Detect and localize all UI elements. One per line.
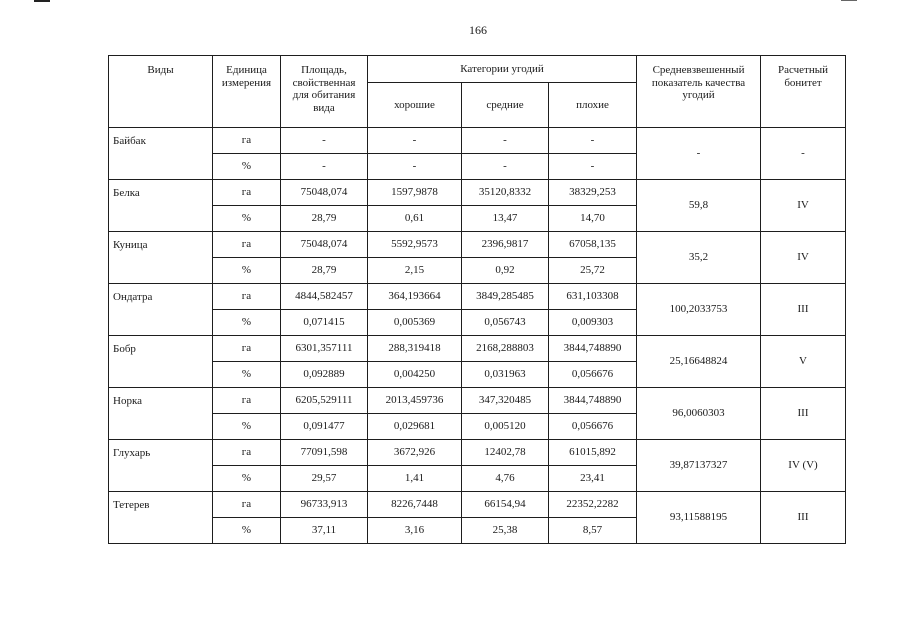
header-area: Площадь, свойственная для обитания вида (281, 56, 368, 128)
area-percent-cell: - (281, 154, 368, 180)
bonitet-cell: III (761, 284, 846, 336)
medium-ha-cell: 66154,94 (462, 492, 549, 518)
unit-ha-cell: га (213, 180, 281, 206)
bonitet-cell: V (761, 336, 846, 388)
poor-percent-cell: 14,70 (549, 206, 637, 232)
medium-percent-cell: 0,005120 (462, 414, 549, 440)
table-header-row (109, 56, 846, 83)
good-percent-cell: 0,004250 (368, 362, 462, 388)
quality-index-cell: 39,87137327 (637, 440, 761, 492)
species-name-cell: Бобр (109, 336, 213, 388)
poor-percent-cell: - (549, 154, 637, 180)
good-ha-cell: 8226,7448 (368, 492, 462, 518)
medium-percent-cell: - (462, 154, 549, 180)
medium-ha-cell: 2168,288803 (462, 336, 549, 362)
table-row (109, 128, 846, 154)
bonitet-cell: III (761, 388, 846, 440)
bonitet-cell: IV (761, 232, 846, 284)
medium-ha-cell: 347,320485 (462, 388, 549, 414)
poor-ha-cell: 67058,135 (549, 232, 637, 258)
bonitet-cell: III (761, 492, 846, 544)
header-bonitet: Расчетный бонитет (761, 56, 846, 128)
medium-percent-cell: 0,056743 (462, 310, 549, 336)
unit-ha-cell: га (213, 440, 281, 466)
poor-percent-cell: 0,056676 (549, 362, 637, 388)
table-row (109, 492, 846, 518)
area-percent-cell: 29,57 (281, 466, 368, 492)
good-percent-cell: 0,029681 (368, 414, 462, 440)
quality-index-cell: 100,2033753 (637, 284, 761, 336)
area-ha-cell: 6205,529111 (281, 388, 368, 414)
table-row (109, 336, 846, 362)
area-percent-cell: 28,79 (281, 206, 368, 232)
table-row (109, 388, 846, 414)
poor-percent-cell: 0,056676 (549, 414, 637, 440)
header-category-good: хорошие (368, 83, 462, 128)
quality-index-cell: 35,2 (637, 232, 761, 284)
header-unit: Единица измерения (213, 56, 281, 128)
species-quality-table-container (108, 55, 845, 544)
bonitet-cell: IV (V) (761, 440, 846, 492)
area-percent-cell: 0,071415 (281, 310, 368, 336)
poor-percent-cell: 8,57 (549, 518, 637, 544)
species-name-cell: Глухарь (109, 440, 213, 492)
good-ha-cell: 364,193664 (368, 284, 462, 310)
unit-percent-cell: % (213, 414, 281, 440)
species-name-cell: Тетерев (109, 492, 213, 544)
good-ha-cell: 5592,9573 (368, 232, 462, 258)
poor-ha-cell: 22352,2282 (549, 492, 637, 518)
species-name-cell: Ондатра (109, 284, 213, 336)
area-ha-cell: 75048,074 (281, 180, 368, 206)
area-ha-cell: - (281, 128, 368, 154)
poor-percent-cell: 23,41 (549, 466, 637, 492)
scan-corner-mark-left (34, 0, 50, 2)
medium-percent-cell: 0,031963 (462, 362, 549, 388)
medium-ha-cell: 35120,8332 (462, 180, 549, 206)
header-category-poor: плохие (549, 83, 637, 128)
medium-percent-cell: 13,47 (462, 206, 549, 232)
good-percent-cell: 2,15 (368, 258, 462, 284)
good-ha-cell: 2013,459736 (368, 388, 462, 414)
table-row (109, 180, 846, 206)
good-percent-cell: 1,41 (368, 466, 462, 492)
poor-ha-cell: 38329,253 (549, 180, 637, 206)
medium-ha-cell: 3849,285485 (462, 284, 549, 310)
poor-ha-cell: 631,103308 (549, 284, 637, 310)
unit-ha-cell: га (213, 232, 281, 258)
species-name-cell: Белка (109, 180, 213, 232)
poor-percent-cell: 25,72 (549, 258, 637, 284)
species-name-cell: Норка (109, 388, 213, 440)
medium-percent-cell: 25,38 (462, 518, 549, 544)
bonitet-cell: - (761, 128, 846, 180)
header-category-medium: средние (462, 83, 549, 128)
unit-percent-cell: % (213, 258, 281, 284)
header-species: Виды (109, 56, 213, 128)
area-ha-cell: 77091,598 (281, 440, 368, 466)
quality-index-cell: - (637, 128, 761, 180)
good-ha-cell: 3672,926 (368, 440, 462, 466)
medium-ha-cell: 12402,78 (462, 440, 549, 466)
poor-ha-cell: 61015,892 (549, 440, 637, 466)
good-percent-cell: 3,16 (368, 518, 462, 544)
species-name-cell: Куница (109, 232, 213, 284)
table-row (109, 232, 846, 258)
unit-percent-cell: % (213, 310, 281, 336)
scan-corner-mark-right (841, 0, 857, 1)
area-ha-cell: 6301,357111 (281, 336, 368, 362)
medium-ha-cell: - (462, 128, 549, 154)
quality-index-cell: 96,0060303 (637, 388, 761, 440)
area-ha-cell: 75048,074 (281, 232, 368, 258)
species-quality-table (108, 55, 846, 544)
table-row (109, 440, 846, 466)
area-ha-cell: 4844,582457 (281, 284, 368, 310)
table-row (109, 284, 846, 310)
species-name-cell: Байбак (109, 128, 213, 180)
area-percent-cell: 0,092889 (281, 362, 368, 388)
header-categories: Категории угодий (368, 56, 637, 83)
unit-ha-cell: га (213, 336, 281, 362)
poor-ha-cell: - (549, 128, 637, 154)
good-percent-cell: 0,005369 (368, 310, 462, 336)
unit-ha-cell: га (213, 492, 281, 518)
unit-percent-cell: % (213, 206, 281, 232)
unit-percent-cell: % (213, 466, 281, 492)
good-percent-cell: - (368, 154, 462, 180)
medium-percent-cell: 0,92 (462, 258, 549, 284)
unit-percent-cell: % (213, 518, 281, 544)
good-ha-cell: 288,319418 (368, 336, 462, 362)
unit-percent-cell: % (213, 154, 281, 180)
header-quality: Средневзвешенный показатель качества угодий (637, 56, 761, 128)
medium-ha-cell: 2396,9817 (462, 232, 549, 258)
unit-ha-cell: га (213, 128, 281, 154)
page-number: 166 (469, 23, 487, 37)
quality-index-cell: 93,11588195 (637, 492, 761, 544)
good-percent-cell: 0,61 (368, 206, 462, 232)
area-ha-cell: 96733,913 (281, 492, 368, 518)
poor-ha-cell: 3844,748890 (549, 388, 637, 414)
unit-ha-cell: га (213, 284, 281, 310)
good-ha-cell: 1597,9878 (368, 180, 462, 206)
medium-percent-cell: 4,76 (462, 466, 549, 492)
area-percent-cell: 0,091477 (281, 414, 368, 440)
poor-ha-cell: 3844,748890 (549, 336, 637, 362)
area-percent-cell: 37,11 (281, 518, 368, 544)
unit-percent-cell: % (213, 362, 281, 388)
poor-percent-cell: 0,009303 (549, 310, 637, 336)
quality-index-cell: 25,16648824 (637, 336, 761, 388)
bonitet-cell: IV (761, 180, 846, 232)
good-ha-cell: - (368, 128, 462, 154)
area-percent-cell: 28,79 (281, 258, 368, 284)
quality-index-cell: 59,8 (637, 180, 761, 232)
unit-ha-cell: га (213, 388, 281, 414)
